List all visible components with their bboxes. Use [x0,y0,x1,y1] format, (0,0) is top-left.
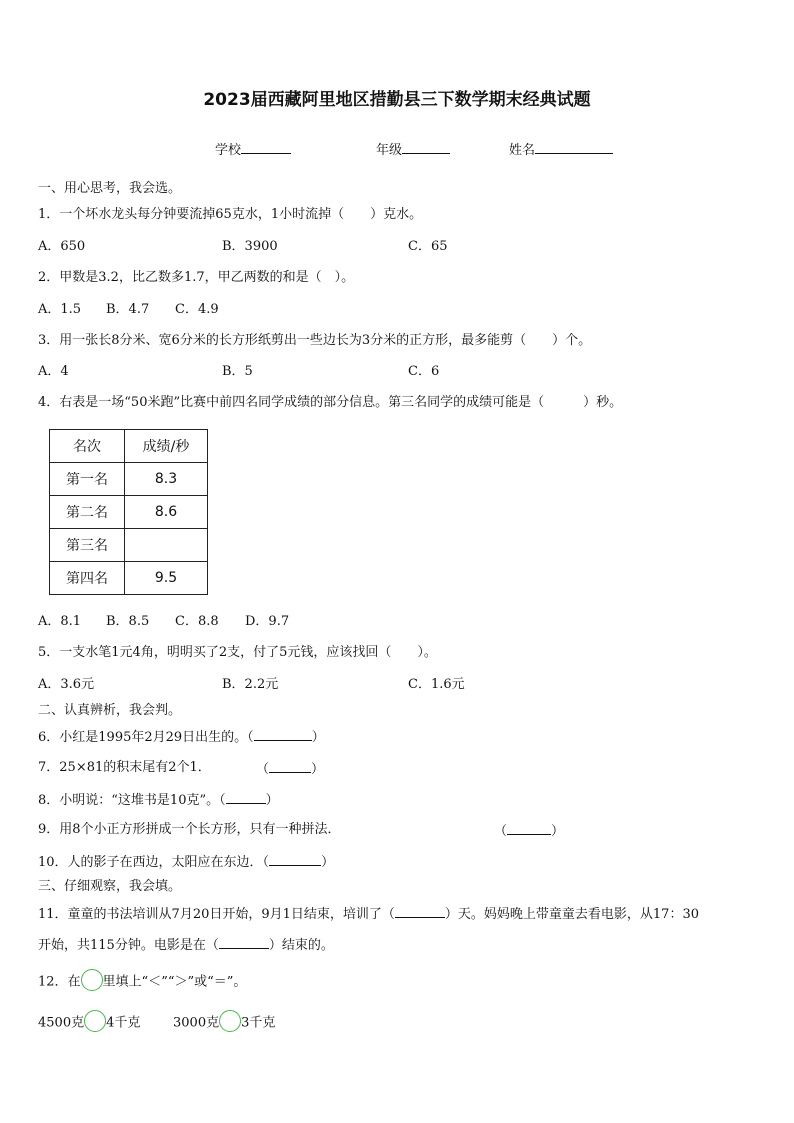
q11-days-blank[interactable] [395,905,445,918]
table-header-cell: 成绩/秒 [125,430,208,463]
q3-option-c[interactable]: C．6 [408,364,440,379]
table-cell-rank: 第四名 [50,562,125,595]
table-cell-time: 8.3 [125,463,208,496]
compare-1-left: 4500克 [38,1015,85,1031]
q5-option-c[interactable]: C．1.6元 [408,677,465,692]
question-5: 5．一支水笔1元4角，明明买了2支，付了5元钱，应该找回（ ）。 [38,645,437,660]
q2-option-a[interactable]: A．1.5 [38,302,82,317]
table-row [50,463,208,496]
question-9 [38,822,341,838]
question-12-suffix: 里填上“＜”“＞”或“＝”。 [102,974,247,990]
q3-option-b[interactable]: B．5 [222,364,253,379]
compare-2-left: 3000克 [173,1015,220,1031]
table-header-row [50,430,208,463]
compare-item-2 [173,1014,275,1032]
q4-option-b[interactable]: B．8.5 [106,614,150,629]
question-11-text-b: ）天。妈妈晚上带童童去看电影，从17：30 [444,907,699,922]
grade-blank[interactable] [402,141,450,154]
compare-1-circle[interactable] [84,1010,106,1032]
table-row [50,496,208,529]
question-11-line-2 [38,936,334,954]
circle-icon [81,969,103,991]
table-cell-time: 9.5 [125,562,208,595]
table-cell-time: 8.6 [125,496,208,529]
grade-label: 年级 [376,143,403,158]
question-12-prefix: 12．在 [38,974,81,990]
score-table [49,429,208,595]
school-field [215,141,291,159]
question-10-text: 10．人的影子在西边，太阳应在东边． [38,855,263,870]
question-7 [38,760,211,776]
table-cell-time [125,529,208,562]
q9-answer: （ ） [494,824,565,839]
q11-time-blank[interactable] [219,936,269,949]
q6-answer-blank[interactable] [254,728,312,741]
q5-option-a[interactable]: A．3.6元 [38,677,95,692]
question-8-text: 8．小明说：“这堆书是10克”。 [38,793,220,808]
q2-option-c[interactable]: C．4.9 [175,302,219,317]
q8-answer-blank[interactable] [226,791,266,804]
question-6: 6．小红是1995年2月29日出生的。（ ） [38,730,325,745]
q4-option-d[interactable]: D．9.7 [245,614,290,629]
grade-field [376,141,450,159]
section-heading-2: 二、认真辨析，我会判。 [38,703,182,718]
compare-2-circle[interactable] [219,1010,241,1032]
table-cell-rank: 第二名 [50,496,125,529]
question-11-text-a: 11．童童的书法培训从7月20日开始，9月1日结束，培训了（ [38,907,395,922]
question-10: 10．人的影子在西边，太阳应在东边．（ ） [38,855,335,870]
q1-option-c[interactable]: C．65 [408,239,448,254]
table-cell-rank: 第三名 [50,529,125,562]
q7-answer-blank[interactable] [269,760,311,773]
compare-item-1 [38,1014,140,1032]
q4-option-a[interactable]: A．8.1 [38,614,82,629]
compare-1-right: 4千克 [106,1015,141,1031]
school-blank[interactable] [241,141,291,154]
table-cell-rank: 第一名 [50,463,125,496]
question-4: 4．右表是一场“50米跑”比赛中前四名同学成绩的部分信息。第三名同学的成绩可能是（ ）秒。 [38,395,623,410]
compare-2-right: 3千克 [241,1015,276,1031]
q5-option-b[interactable]: B．2.2元 [222,677,279,692]
page-title: 2023届西藏阿里地区措勤县三下数学期末经典试题 [203,90,591,110]
question-8: 8．小明说：“这堆书是10克”。（ ） [38,793,279,808]
question-6-text: 6．小红是1995年2月29日出生的。 [38,730,248,745]
q1-option-b[interactable]: B．3900 [222,239,278,254]
question-2: 2．甲数是3.2，比乙数多1.7，甲乙两数的和是（ ）。 [38,270,355,285]
name-field [509,141,613,159]
q1-option-a[interactable]: A．650 [38,239,86,254]
question-7-text: 7．25×81的积末尾有2个1． [38,760,211,775]
question-11-text-c: 开始，共115分钟。电影是在（ [38,938,219,953]
name-blank[interactable] [535,141,613,154]
q2-option-b[interactable]: B．4.7 [106,302,150,317]
name-label: 姓名 [509,143,536,158]
question-9-text: 9．用8个小正方形拼成一个长方形，只有一种拼法． [38,822,341,837]
table-row [50,562,208,595]
school-label: 学校 [215,143,242,158]
section-heading-1: 一、用心思考，我会选。 [38,181,182,196]
q7-answer: （ ） [256,762,325,777]
question-3: 3．用一张长8分米、宽6分米的长方形纸剪出一些边长为3分米的正方形，最多能剪（ ）个。 [38,333,592,348]
q3-option-a[interactable]: A．4 [38,364,69,379]
q10-answer-blank[interactable] [269,853,321,866]
q9-answer-blank[interactable] [507,822,551,835]
table-header-cell: 名次 [50,430,125,463]
table-row [50,529,208,562]
q4-option-c[interactable]: C．8.8 [175,614,219,629]
question-12 [38,973,246,991]
section-heading-3: 三、仔细观察，我会填。 [38,879,182,894]
question-11-text-d: ）结束的。 [268,938,334,953]
question-1: 1．一个坏水龙头每分钟要流掉65克水，1小时流掉（ ）克水。 [38,207,423,222]
question-11-line-1 [38,905,699,923]
